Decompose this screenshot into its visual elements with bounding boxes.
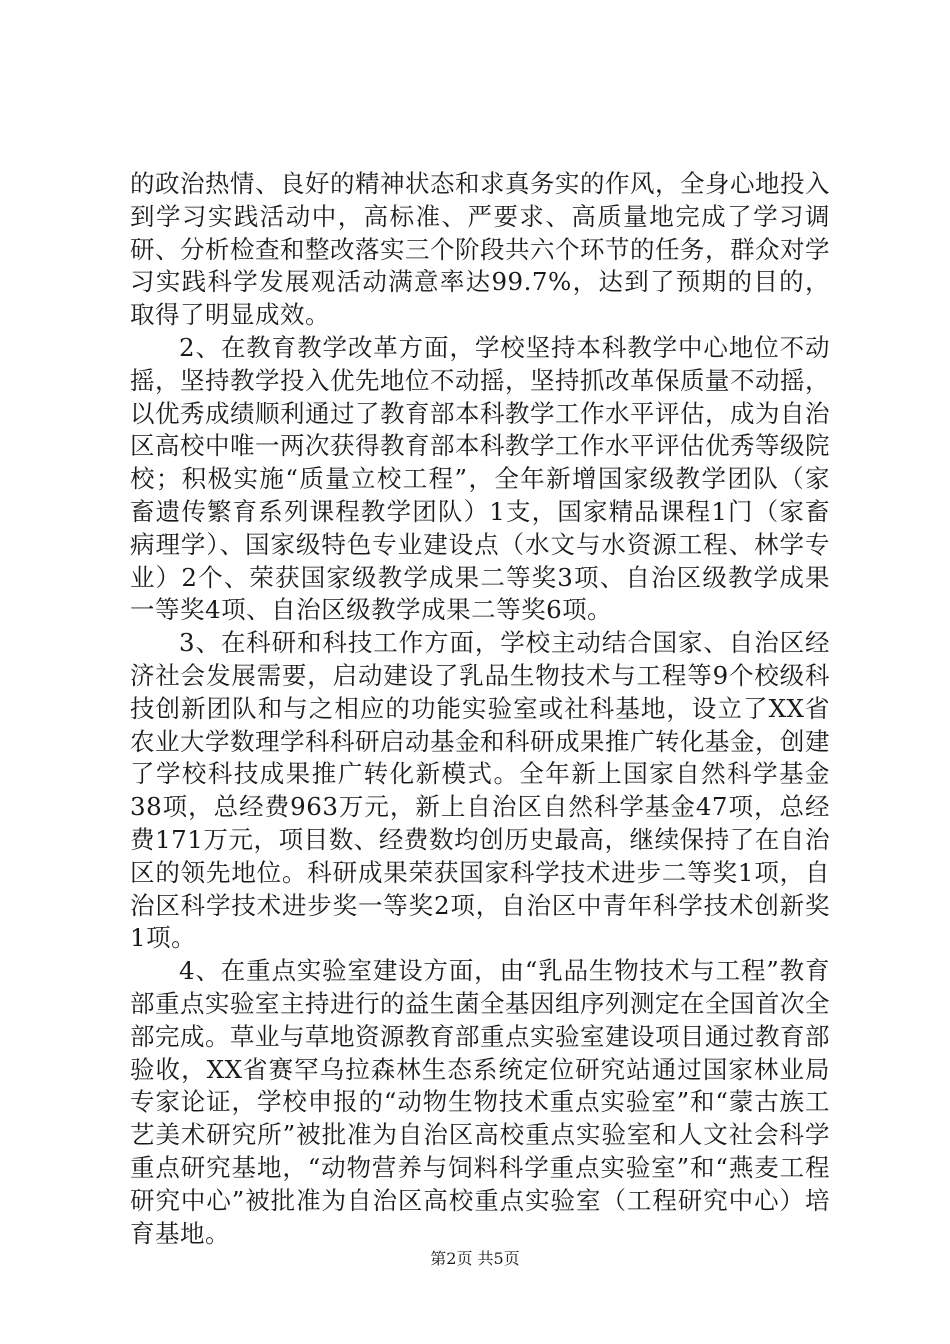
paragraph-key-labs: 4、在重点实验室建设方面，由“乳品生物技术与工程”教育部重点实验室主持进行的益生菌全基因组序列测定在全国首次全部完成。草业与草地资源教育部重点实验室建设项目通过教育部验收，XX省赛罕乌拉森林生态系统定位研究站通过国家林业局专家论证，学校申报的“动物生物技术重点实验室”和“蒙古族工艺美术研究所”被批准为自治区高校重点实验室和人文社会科学重点研究基地，“动物营养与饲料科学重点实验室”和“燕麦工程研究中心”被批准为自治区高校重点实验室（工程研究中心）培育基地。 <box>130 956 830 1248</box>
paragraph-continuation: 的政治热情、良好的精神状态和求真务实的作风，全身心地投入到学习实践活动中，高标准、严要求、高质量地完成了学习调研、分析检查和整改落实三个阶段共六个环节的任务，群众对学习实践科学发展观活动满意率达99.7%，达到了预期的目的，取得了明显成效。 <box>130 169 830 330</box>
paragraph-teaching-reform: 2、在教育教学改革方面，学校坚持本科教学中心地位不动摇，坚持教学投入优先地位不动摇，坚持抓改革保质量不动摇，以优秀成绩顺利通过了教育部本科教学工作水平评估，成为自治区高校中唯一两次获得教育部本科教学工作水平评估优秀等级院校；积极实施“质量立校工程”，全年新增国家级教学团队（家畜遗传繁育系列课程教学团队）1支，国家精品课程1门（家畜病理学）、国家级特色专业建设点（水文与水资源工程、林学专业）2个、荣获国家级教学成果二等奖3项、自治区级教学成果一等奖4项、自治区级教学成果二等奖6项。 <box>130 332 830 625</box>
page-number-footer: 第2页 共5页 <box>430 1249 520 1268</box>
paragraph-research: 3、在科研和科技工作方面，学校主动结合国家、自治区经济社会发展需要，启动建设了乳品生物技术与工程等9个校级科技创新团队和与之相应的功能实验室或社科基地，设立了XX省农业大学数理学科科研启动基金和科研成果推广转化基金，创建了学校科技成果推广转化新模式。全年新上国家自然科学基金38项，总经费963万元，新上自治区自然科学基金47项，总经费171万元，项目数、经费数均创历史最高，继续保持了在自治区的领先地位。科研成果荣获国家科学技术进步二等奖1项，自治区科学技术进步奖一等奖2项，自治区中青年科学技术创新奖1项。 <box>130 628 830 953</box>
document-body <box>130 168 830 1250</box>
